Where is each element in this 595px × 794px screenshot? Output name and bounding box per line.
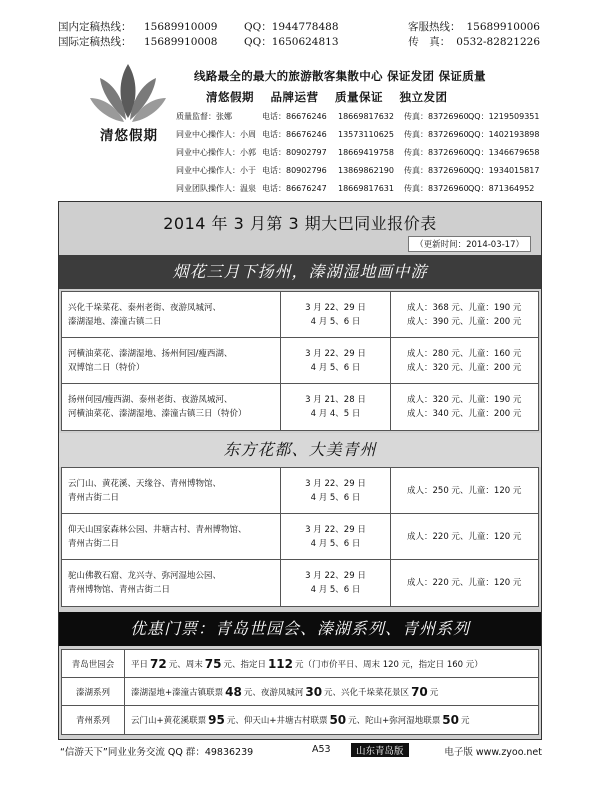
ticket-category: 青州系列 <box>62 706 125 734</box>
table-row <box>62 560 538 606</box>
contact-qq: QQ：1934015817 <box>468 166 540 175</box>
price-line: 成人：340 元、儿童：200 元 <box>407 409 522 419</box>
contact-tel: 电话：86676246 <box>262 112 327 121</box>
ticket-row <box>62 678 538 706</box>
fax-number: 0532-82821226 <box>456 36 540 48</box>
table-row <box>62 468 538 514</box>
ticket-text: 元 <box>429 687 439 698</box>
price-cell <box>391 384 538 430</box>
departure-date: 3 月 22、29 日 <box>305 302 366 313</box>
contact-row <box>176 180 544 198</box>
ticket-table <box>61 649 539 735</box>
page-footer <box>58 744 542 758</box>
ticket-text: 元、陀山+弥河湿地联票 <box>348 716 441 726</box>
fax-label: 传 真： <box>408 36 451 48</box>
price-line: 成人：320 元、儿童：200 元 <box>407 362 522 373</box>
price-cell <box>391 560 538 606</box>
contact-row <box>176 162 544 180</box>
route-name <box>62 384 281 430</box>
departure-dates <box>281 468 391 513</box>
contact-role: 同业中心操作人：小郭 <box>176 148 256 157</box>
contact-role: 质量监督：张娜 <box>176 112 232 121</box>
route-name-line: 兴化千垛菜花、泰州老街、夜游凤城河、 <box>68 302 222 313</box>
contact-fax: 传真：83726960 <box>404 130 469 139</box>
contact-row <box>176 126 544 144</box>
ticket-text: 元、指定日 <box>223 659 266 670</box>
service-hotline-label: 客服热线： <box>408 21 461 33</box>
ticket-category: 青岛世园会 <box>62 650 125 677</box>
price-cell <box>391 338 538 383</box>
international-hotline-qq: QQ：1650624813 <box>244 36 339 48</box>
tickets-heading: 优惠门票：青岛世园会、溱湖系列、青州系列 <box>59 612 541 646</box>
domestic-hotline-label: 国内定稿热线： <box>58 21 132 33</box>
departure-dates <box>281 292 391 337</box>
departure-date: 4 月 5、6 日 <box>310 316 361 327</box>
ticket-price: 95 <box>208 713 225 727</box>
price-cell <box>391 514 538 559</box>
agency-slogan-1: 线路最全的最大的旅游散客集散中心 保证发团 保证质量 <box>194 69 486 83</box>
departure-date: 3 月 21、28 日 <box>305 395 366 405</box>
ticket-price-text <box>125 678 538 705</box>
domestic-hotline-phone: 15689910009 <box>144 21 218 33</box>
route-name-line: 双博馆二日（特价） <box>68 362 145 373</box>
ticket-price-text <box>125 650 538 677</box>
route-heading-yangzhou: 烟花三月下扬州，溱湖湿地画中游 <box>59 255 541 289</box>
route-table-yangzhou <box>61 291 539 431</box>
price-line: 成人：280 元、儿童：160 元 <box>407 348 522 359</box>
ticket-text: 元（门市价平日、周末 120 元，指定日 160 元） <box>295 659 483 670</box>
contact-tel: 电话：86676247 <box>262 184 327 193</box>
route-name-line: 云门山、黄花溪、天缘谷、青州博物馆、 <box>68 478 222 489</box>
ticket-price: 72 <box>150 656 167 671</box>
route-name-line: 青州古街二日 <box>68 538 120 549</box>
contact-role: 同业中心操作人：小于 <box>176 166 256 175</box>
departure-dates <box>281 514 391 559</box>
departure-date: 4 月 4、5 日 <box>310 409 361 419</box>
contact-mobile: 18669419758 <box>338 148 394 157</box>
contact-role: 同业团队操作人：温泉 <box>176 184 256 193</box>
update-date: （更新时间：2014-03-17） <box>408 236 531 252</box>
price-cell <box>391 292 538 337</box>
route-name <box>62 560 281 606</box>
route-name <box>62 514 281 559</box>
agency-name: 清悠假期 <box>100 128 158 144</box>
domestic-hotline-qq: QQ：1944778488 <box>244 21 339 33</box>
contact-tel: 电话：86676246 <box>262 130 327 139</box>
ticket-text: 元 <box>460 716 470 726</box>
route-name <box>62 468 281 513</box>
price-sheet <box>58 201 542 740</box>
ticket-text: 元、周末 <box>168 659 203 670</box>
ticket-text: 溱湖湿地+溱潼古镇联票 <box>131 687 224 698</box>
departure-date: 4 月 5、6 日 <box>310 362 361 373</box>
ticket-row <box>62 650 538 678</box>
contact-tel: 电话：80902796 <box>262 166 327 175</box>
ticket-row <box>62 706 538 734</box>
contact-qq: QQ：1402193898 <box>468 130 540 139</box>
route-name-line: 驼山佛教石窟、龙兴寺、弥河湿地公园、 <box>68 571 222 581</box>
price-line: 成人：320 元、儿童：190 元 <box>407 395 522 405</box>
departure-dates <box>281 338 391 383</box>
international-hotline-label: 国际定稿热线： <box>58 36 132 48</box>
price-cell <box>391 468 538 513</box>
ticket-price: 70 <box>411 684 428 699</box>
route-name <box>62 338 281 383</box>
hotline-header <box>58 20 540 54</box>
service-hotline-phone: 15689910006 <box>466 21 540 33</box>
contact-fax: 传真：83726960 <box>404 184 469 193</box>
route-name-line: 河横油菜花、溱湖湿地、溱潼古镇三日（特价） <box>68 409 247 419</box>
departure-date: 3 月 22、29 日 <box>305 478 366 489</box>
contact-mobile: 13869862190 <box>338 166 394 175</box>
price-line: 成人：220 元、儿童：120 元 <box>407 578 522 588</box>
route-table-qingzhou <box>61 467 539 607</box>
departure-dates <box>281 560 391 606</box>
contact-fax: 传真：83726960 <box>404 148 469 157</box>
international-hotline-phone: 15689910008 <box>144 36 218 48</box>
route-name-line: 溱湖湿地、溱潼古镇二日 <box>68 316 162 327</box>
departure-date: 4 月 5、6 日 <box>310 492 361 503</box>
route-name-line: 青州古街二日 <box>68 492 120 503</box>
ticket-text: 元、夜游凤城河 <box>243 687 304 698</box>
ticket-text: 元、兴化千垛菜花景区 <box>324 687 410 698</box>
ticket-text: 平日 <box>131 659 149 670</box>
contact-row <box>176 144 544 162</box>
contact-fax: 传真：83726960 <box>404 112 469 121</box>
route-heading-qingzhou: 东方花都、大美青州 <box>59 433 541 467</box>
table-row <box>62 514 538 560</box>
route-name-line: 扬州何园/瘦西湖、泰州老街、夜游凤城河、 <box>68 395 233 405</box>
hotline-row-2 <box>58 35 540 50</box>
price-line: 成人：390 元、儿童：200 元 <box>407 316 522 327</box>
route-name-line: 仰天山国家森林公园、井塘古村、青州博物馆、 <box>68 524 247 535</box>
table-row <box>62 338 538 384</box>
title-band <box>59 202 541 254</box>
departure-date: 4 月 5、6 日 <box>310 585 361 595</box>
table-row <box>62 384 538 430</box>
page-number: A53 <box>312 744 331 755</box>
ticket-price: 75 <box>204 656 222 671</box>
contact-row <box>176 108 544 126</box>
agency-banner <box>58 56 542 198</box>
ticket-price: 50 <box>329 713 347 727</box>
contact-tel: 电话：80902797 <box>262 148 327 157</box>
ticket-price: 30 <box>305 684 323 699</box>
price-line: 成人：220 元、儿童：120 元 <box>407 531 522 542</box>
price-sheet-title: 2014 年 3 月第 3 期大巴同业报价表 <box>163 214 437 233</box>
contact-mobile: 18669817631 <box>338 184 394 193</box>
footer-qq-group: “信游天下”同业业务交流 QQ 群：49836239 <box>60 747 254 758</box>
price-line: 成人：368 元、儿童：190 元 <box>407 302 522 313</box>
ticket-price-text <box>125 706 538 734</box>
departure-date: 3 月 22、29 日 <box>305 571 366 581</box>
contact-list <box>176 108 544 198</box>
route-name-line: 青州博物馆、青州古街二日 <box>68 585 171 595</box>
departure-date: 3 月 22、29 日 <box>305 348 366 359</box>
price-line: 成人：250 元、儿童：120 元 <box>407 485 522 496</box>
agency-slogan-2: 清悠假期 品牌运营 质量保证 独立发团 <box>206 90 448 104</box>
departure-dates <box>281 384 391 430</box>
contact-qq: QQ：871364952 <box>468 184 535 193</box>
ticket-text: 云门山+黄花溪联票 <box>131 716 207 726</box>
footer-website: 电子版 www.zyoo.net <box>444 747 542 758</box>
edition-badge: 山东青岛版 <box>351 743 409 757</box>
ticket-price: 48 <box>225 684 242 699</box>
contact-role: 同业中心操作人：小周 <box>176 130 256 139</box>
contact-qq: QQ：1219509351 <box>468 112 540 121</box>
ticket-price: 112 <box>267 656 294 671</box>
ticket-category: 溱湖系列 <box>62 678 125 705</box>
route-name <box>62 292 281 337</box>
hotline-row-1 <box>58 20 540 35</box>
departure-date: 3 月 22、29 日 <box>305 524 366 535</box>
ticket-text: 元、仰天山+井塘古村联票 <box>226 716 328 726</box>
contact-fax: 传真：83726960 <box>404 166 469 175</box>
contact-mobile: 13573110625 <box>338 130 394 139</box>
contact-qq: QQ：1346679658 <box>468 148 540 157</box>
table-row <box>62 292 538 338</box>
departure-date: 4 月 5、6 日 <box>310 538 361 549</box>
contact-mobile: 18669817632 <box>338 112 394 121</box>
ticket-price: 50 <box>442 713 459 727</box>
route-name-line: 河横油菜花、溱湖湿地、扬州何园/瘦西湖、 <box>68 348 233 359</box>
